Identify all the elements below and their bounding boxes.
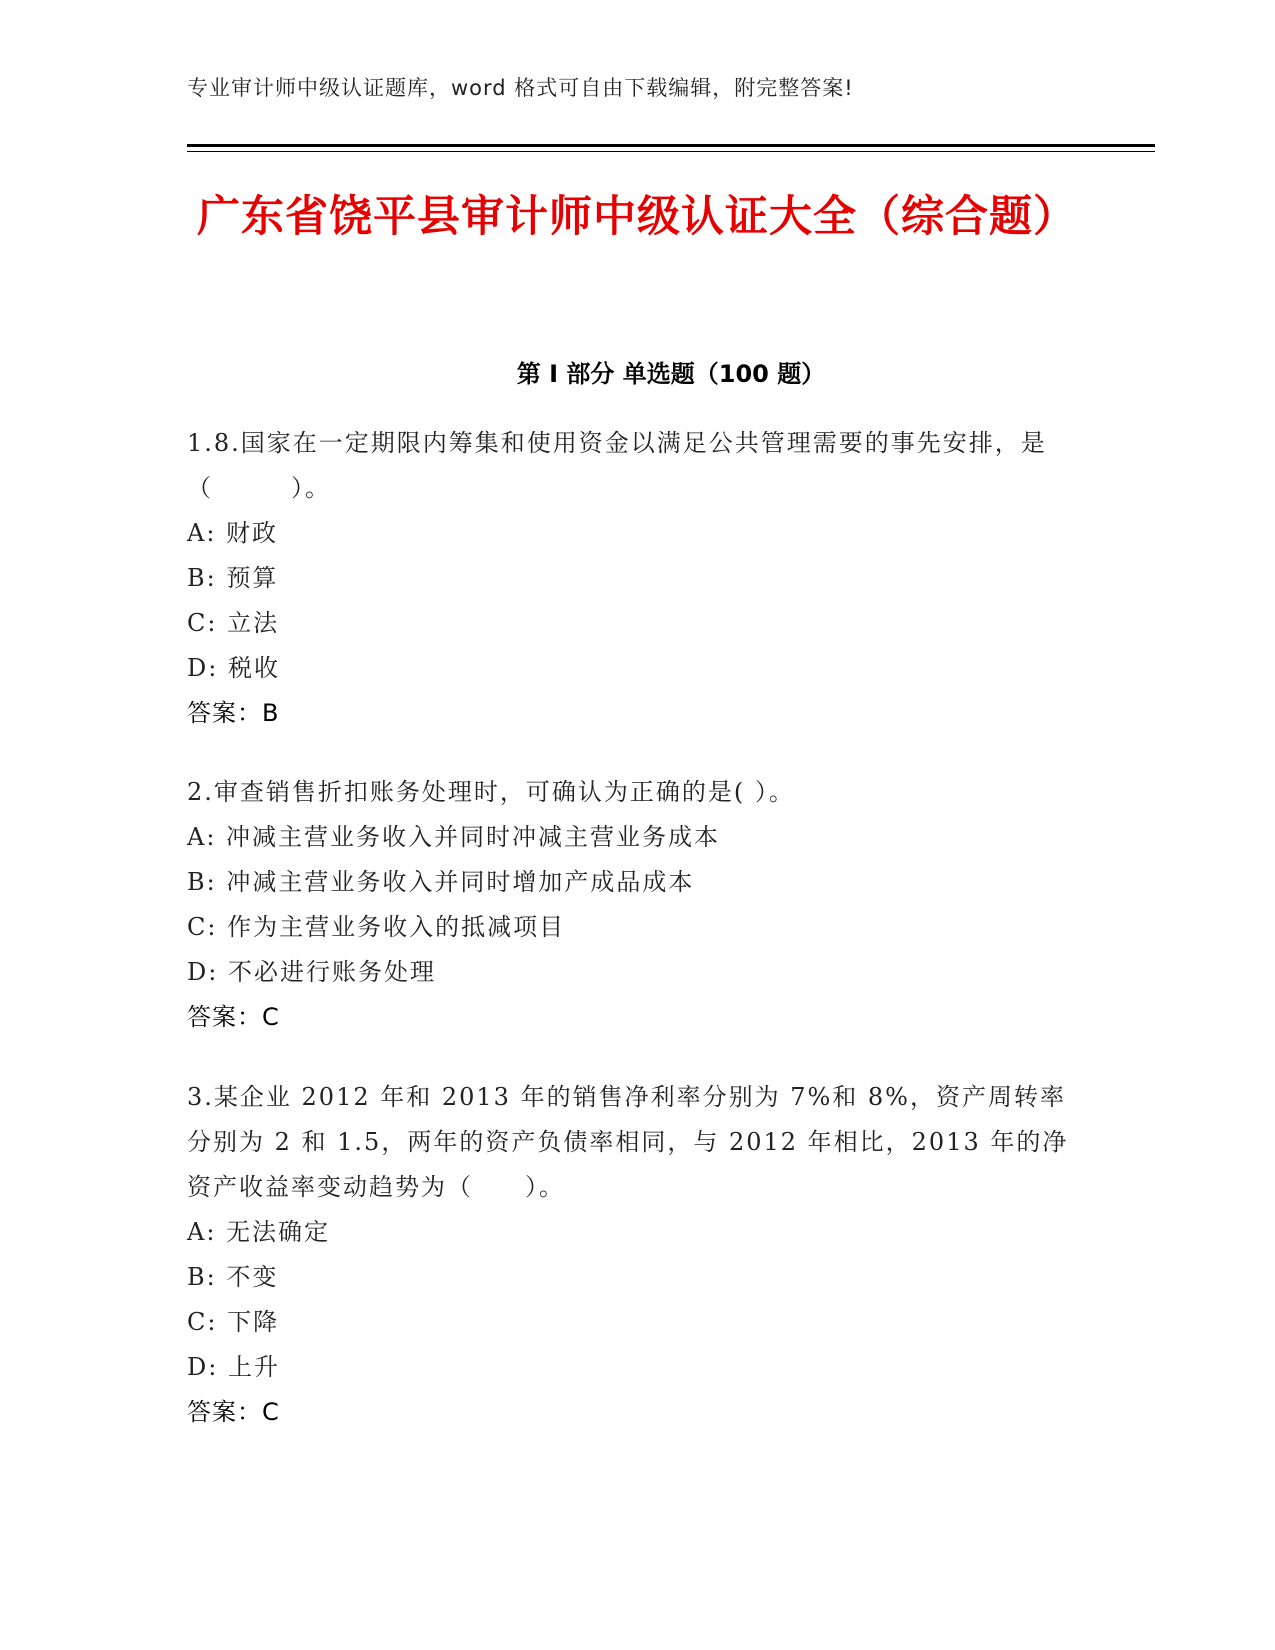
answer: 答案：C	[187, 1398, 280, 1426]
document-title: 广东省饶平县审计师中级认证大全（综合题）	[197, 192, 1077, 242]
option-c: C: 作为主营业务收入的抵减项目	[187, 913, 566, 941]
section-title: 第 I 部分 单选题（100 题）	[516, 360, 826, 388]
question-3	[187, 1075, 1087, 1435]
question-1	[187, 421, 1087, 736]
header-divider-thick	[187, 144, 1155, 147]
option-d: D: 税收	[187, 654, 280, 682]
question-stem: 2.审查销售折扣账务处理时，可确认为正确的是( ）。	[187, 778, 795, 806]
option-b: B: 预算	[187, 564, 279, 592]
header-note: 专业审计师中级认证题库，word 格式可自由下载编辑，附完整答案!	[187, 76, 854, 100]
question-stem: 3.某企业 2012 年和 2013 年的销售净利率分别为 7%和 8%，资产周转率分别为 2 和 1.5，两年的资产负债率相同，与 2012 年相比，2013 年的净资产收益率变动趋势为（ ）。	[187, 1083, 1069, 1201]
option-a: A: 财政	[187, 519, 279, 547]
option-d: D: 上升	[187, 1353, 280, 1381]
option-c: C: 立法	[187, 609, 280, 637]
option-c: C: 下降	[187, 1308, 280, 1336]
answer: 答案：C	[187, 1003, 280, 1031]
question-stem: 1.8.国家在一定期限内筹集和使用资金以满足公共管理需要的事先安排，是（ ）。	[187, 429, 1047, 502]
question-2	[187, 770, 1087, 1040]
header-divider-thin	[187, 151, 1155, 152]
option-b: B: 冲减主营业务收入并同时增加产成品成本	[187, 868, 695, 896]
option-b: B: 不变	[187, 1263, 279, 1291]
answer: 答案：B	[187, 699, 280, 727]
option-a: A: 冲减主营业务收入并同时冲减主营业务成本	[187, 823, 721, 851]
option-d: D: 不必进行账务处理	[187, 958, 436, 986]
option-a: A: 无法确定	[187, 1218, 331, 1246]
